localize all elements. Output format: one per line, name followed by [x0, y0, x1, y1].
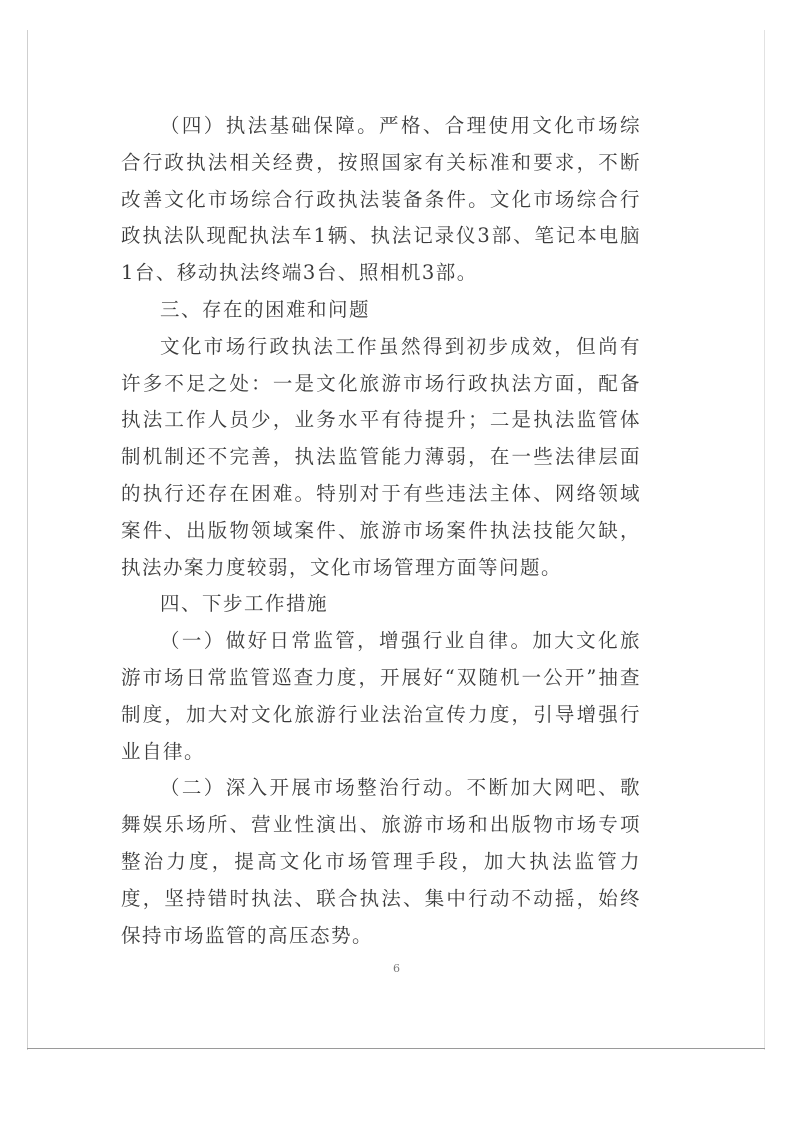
paragraph-enforcement-support: （四）执法基础保障。严格、合理使用文化市场综合行政执法相关经费，按照国家有关标准和要求，不断改善文化市场综合行政执法装备条件。文化市场综合行政执法队现配执法车1辆、执法记录仪3部、笔记本电脑1台、移动执法终端3台、照相机3部。: [121, 114, 641, 285]
paragraph-market-rectification: （二）深入开展市场整治行动。不断加大网吧、歌舞娱乐场所、营业性演出、旅游市场和出版物市场专项整治力度，提高文化市场管理手段，加大执法监管力度，坚持错时执法、联合执法、集中行动不动摇，始终保持市场监管的高压态势。: [121, 776, 641, 947]
section-heading-next-steps: 四、下步工作措施: [160, 592, 329, 616]
page-number: 6: [393, 962, 400, 975]
scan-border-left: [27, 30, 28, 1050]
paragraph-daily-supervision: （一）做好日常监管，增强行业自律。加大文化旅游市场日常监管巡查力度，开展好“双随机一公开”抽查制度，加大对文化旅游行业法治宣传力度，引导增强行业自律。: [121, 629, 641, 763]
section-heading-difficulties: 三、存在的困难和问题: [160, 297, 371, 321]
document-body: [121, 108, 641, 954]
scan-border-bottom: [27, 1048, 765, 1049]
paragraph-difficulties: 文化市场行政执法工作虽然得到初步成效，但尚有许多不足之处：一是文化旅游市场行政执法方面，配备执法工作人员少，业务水平有待提升；二是执法监管体制机制还不完善，执法监管能力薄弱，在一些法律层面的执行还存在困难。特别对于有些违法主体、网络领域案件、出版物领域案件、旅游市场案件执法技能欠缺，执法办案力度较弱，文化市场管理方面等问题。: [121, 334, 641, 579]
scan-border-right: [764, 30, 765, 1050]
